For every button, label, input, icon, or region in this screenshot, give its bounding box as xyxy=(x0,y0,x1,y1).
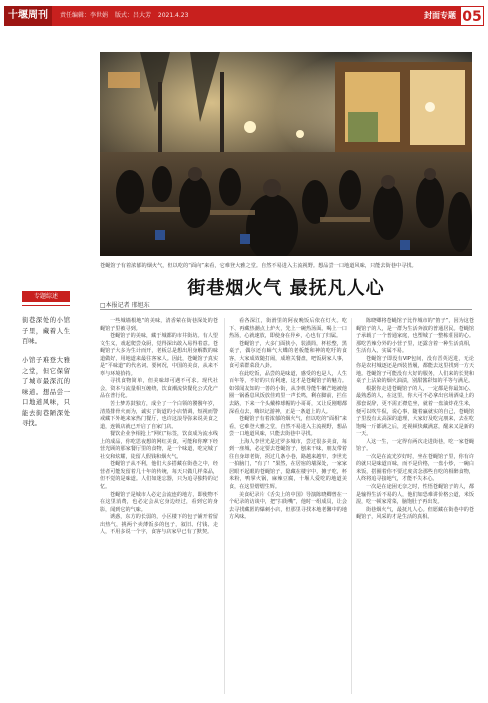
sidebar-quote-2: 小馆子难登大雅之堂，但它保留了城市最深沉的味道。想品尝一口地道风味，只能去街巷陋深处寻找。 xyxy=(22,357,70,427)
photo-caption: 苍蝇馆子有着浓郁的烟火气，但以吃的“面向”来看，它难登大雅之堂。自然不易进入主流视野。想品尝一口地道风味，只能去街巷中寻找。 xyxy=(100,263,417,269)
section-title: 封面专题 xyxy=(424,11,456,20)
sidebar-tag: 专题综述 xyxy=(22,291,70,302)
column-divider xyxy=(224,318,225,694)
editor-credit: 责任编辑：李世娟 xyxy=(60,12,109,19)
paragraph: 人这一生，一定得有两次走进街巷，吃一家苍蝇馆子。 xyxy=(356,438,474,453)
paragraph: 陈晓卿将苍蝇馆子比作城市的“笛子”，因为这苍蝇馆子的人，是一群为生活奔波的普通居民。苍蝇馆子承载了一个普通家庭，也塑城了一整栋莊园的心。那吃苦辣分外的小营子里，还露含着一种生活真相，生活有入，实属不易。 xyxy=(356,318,474,355)
page-header xyxy=(4,6,484,26)
paragraph: 上海人李世光是过罗多城市，尝过很多美食，每到一座城，必定要去苍蝇馆子，刨来干味，朋友带着往自身却老街，拐过几条小巷，路越来越窄，李世光一拍脑门，“有了！”果然，在居宿的墙深处，一家家居眼不起眼的苍蝇馆子，隐藏在楼宇中，摊子吃，杯米粉，鸭掌火锅，麻辣豆腐，十堰人爱吃的地道美食，在这里熠熠生辉。 xyxy=(229,438,347,491)
paragraph: 苦士梦苏鼓独方，成全了一个白领的饕餮年岁，清蒸排骨火而为，诚实了街道的小店情调，短视而警戒藏下外地来家热门餐厅，也许这浪导弥来说美食之道，连锁店就已开启了自家门店。 xyxy=(100,401,218,430)
paragraph: 在此吃饭，品尝的是味道，感受的也是人，人生百年等，不好的只有利速，这才是苍蝇馆子的魅力。如邻闻友知的一善的小街，从李机导能牛嫩芒地被他圈一锅番息风饭放佳鸡里一声长鸣，剩在脚前，拦住去路，下来一个头戴棒球帽的小哥哥，又让反刚嗯都深看点去，嗨识记游神，正是一条道上的人。 xyxy=(229,370,347,415)
reporter-byline: □本报记者 邢旭东 xyxy=(100,302,150,309)
paragraph: 诱惑，东方的长弱的，小区楼下的包子铺开着留出热气，挑两个卖薄饭多的包子，叙旧、付钱、走人，不用多说一个字，食客与店家早已有了默契。 xyxy=(100,514,218,536)
article-column-2 xyxy=(229,318,347,522)
article-column-1 xyxy=(100,318,218,537)
article-headline: 街巷烟火气 最抚凡人心 xyxy=(187,278,385,299)
paragraph: 根据你走进苍蝇馆子的人，一定都是你最知心、最熟悉的人，在这里，你大可不必拿出官场酒桌上的那套说辞，更不需正襟危坐，就着一盘油炸花生米，便可以吹牛侃，说心事，随着赢就实的自己，苍蝇馆子里没有太高深的道理，大家好及吃完朋来，去在吃饱喝一斤都满之后，近视顿快藏满意，醒来又是新的一天。 xyxy=(356,385,474,438)
issue-date: 2021.4.23 xyxy=(157,12,189,19)
paragraph: 一次是在流光岁好时，坐在苍蝇馆子里，你有许的就只是味道百味，而不是价格，一盘小炒，一碗白米饭，搭圈着你不要过度贪念那些自吃的相醉食物，人终将追寻接地气，才能不失本心。 xyxy=(356,453,474,483)
layout-credit: 版式：吕大芳 xyxy=(114,12,151,19)
headline-divider xyxy=(100,309,472,310)
paragraph: 苍蝇馆子即没有VIP包间，没有晋英迟进，无论你是农村城逐还是西装皆履，都能去这里找到一方天地。苍蝇馆子可能没有大好的服务，人们来的长凳和桌子上沾染的烟火油渍，别甜酱彩知的平等与满足。 xyxy=(356,355,474,385)
paragraph: 寻找食物简单，但美味却可遇不可求。现代社会，资本与流量相互缠绕，饮食潮流快餐化公式化产品在普行化。 xyxy=(100,378,218,400)
masthead-brand: 十堰周刊 xyxy=(4,6,52,26)
article-column-3 xyxy=(356,318,474,522)
paragraph: 看各深江，街滑里的阿夜晚饭后依在灯火。吃下、再藏热潮点上炉火，先上一碗热汤面。喝上一口热汤，心就速放，即使身在异乡，心也有了归属。 xyxy=(229,318,347,340)
paragraph: 街巷烟火气，最抚凡人心。但愿藏在街巷中的苍蝇馆子，风采的才是生活的真相。 xyxy=(356,506,474,521)
paragraph: 苍蝇馆子的美味，藏于城都的市井街坊。有人望文生义，戏起爬尝众厨，觉得深出敢入易得着意。苍蝇馆子大多为生计而开，老板总是想出用身解数的味道做好，用地道来最往客家人。因此，苍蝇馆子真实是“平味道”的代名词。要何况，中国的美食，从来不辜与环境拾持。 xyxy=(100,333,218,377)
paragraph: 苍蝇馆子是城市人必定会流连的地方，即使物不在这里消费，也必定会从它身边经过，看到它的身影，闻到它的气味。 xyxy=(100,491,218,513)
paragraph: 一些城墙根地“的美味，清香萦在街巷深处的苍蝇馆子里被寻到。 xyxy=(100,318,218,332)
column-divider xyxy=(351,318,352,694)
sidebar-quote-1: 街巷深处的小馆子里，藏着人生百味。 xyxy=(22,317,70,345)
page-number: 05 xyxy=(460,6,484,26)
paragraph: 美食纪录片《舌尖上的中国》导演陈晓卿曾在一个纪录的访谈中，把“扫街嘴”，他时一组成员，让会去寻找藏匿的爆刺小店，但那里寻找本地老馨中的地方风味。 xyxy=(229,491,347,521)
paragraph: 苍蝇馆子有着浓郁的烟火气，但以吃的“面相”来看，它难登大雅之堂，自然不易进入主流视野，想品尝一口地道风味，只能去街巷中寻找。 xyxy=(229,416,347,438)
street-food-photo xyxy=(100,52,472,256)
paragraph: 一次是在途困无奈之时，性悟苍蝇馆子的人，都是输得生活不易的人，他们如恐难讲价格公道，米饭混，吃一顿家常菜，脑饱肚子再出发。 xyxy=(356,484,474,506)
paragraph: 餐饮企业争相抢上“网红”标签，饮食成为流水线上的成品，你吃思夜想的网红美食，可能和你摩下经营光顾的那家餐厅里的食物，是一个味道，吃完城了社交和炫耀，徒留人假钱和烟火气。 xyxy=(100,431,218,460)
paragraph: 苍蝇馆子从不利，他们大多搭藏在街巷之中，经营者可能发留着几十年的传统，每天只做几样菜品，但不觉的是味道。人们如迷忘器，只为追寻独特的记忆。 xyxy=(100,461,218,491)
sidebar-divider xyxy=(22,305,70,306)
night-street-scene xyxy=(100,52,472,256)
header-meta xyxy=(60,6,193,26)
paragraph: 苍蝇馆子，大多门面狭小，装潢简，杯松整，黑桌子，偶尔还有蟑气大蝶的老板能和神的吃吁的食客，大家成效随打闹，成堆关餐盘，吧饭厨家人事，食可菜群菜段八卦。 xyxy=(229,340,347,370)
